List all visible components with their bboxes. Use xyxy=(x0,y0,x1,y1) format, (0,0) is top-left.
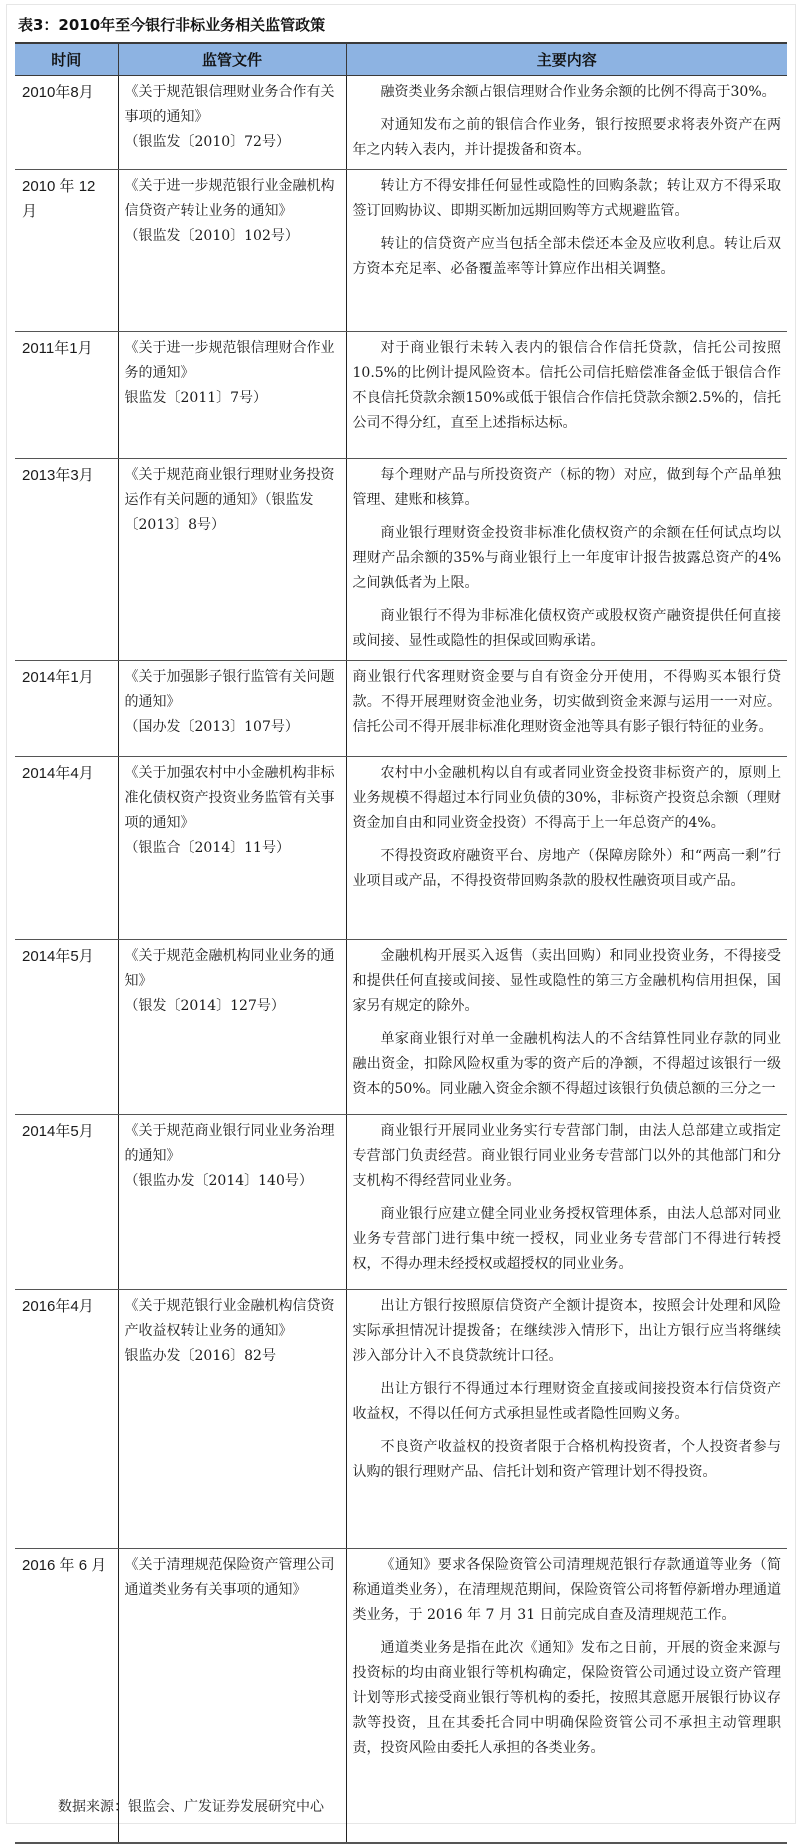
table-row xyxy=(15,459,787,661)
content-paragraph: 商业银行应建立健全同业业务授权管理体系，由法人总部对同业业务专营部门进行集中统一授权，同业业务专营部门不得进行转授权，不得办理未经授权或超授权的同业业务。 xyxy=(352,1206,781,1272)
cell-document xyxy=(118,661,346,757)
content-paragraph: 出让方银行按照原信贷资产全额计提资本，按照会计处理和风险实际承担情况计提拨备；在继续涉入情形下，出让方银行应当将继续涉入部分计入不良贷款统计口径。 xyxy=(352,1298,781,1364)
table-row xyxy=(15,170,787,332)
content-paragraph: 对通知发布之前的银信合作业务，银行按照要求将表外资产在两年之内转入表内，并计提拨备和资本。 xyxy=(352,117,781,158)
cell-content xyxy=(346,757,787,940)
cell-document xyxy=(118,1115,346,1290)
cell-time: 2016年4月 xyxy=(15,1290,118,1549)
cell-content xyxy=(346,76,787,170)
table-row xyxy=(15,1115,787,1290)
document-title: 《关于规范商业银行理财业务投资运作有关问题的通知》（银监发〔2013〕8号） xyxy=(124,467,335,533)
cell-content xyxy=(346,1549,787,1843)
cell-time: 2010年8月 xyxy=(15,76,118,170)
document-number: （国办发〔2013〕107号） xyxy=(124,719,299,735)
table-row xyxy=(15,757,787,940)
cell-content xyxy=(346,1290,787,1549)
table-row xyxy=(15,940,787,1115)
document-number: 银监办发〔2016〕82号 xyxy=(124,1348,276,1364)
column-header-content: 主要内容 xyxy=(346,43,787,76)
document-title: 《关于进一步规范银信理财合作业务的通知》 xyxy=(124,340,335,381)
content-paragraph: 转让的信贷资产应当包括全部未偿还本金及应收利息。转让后双方资本充足率、必备覆盖率等计算应作出相关调整。 xyxy=(352,236,781,277)
cell-time: 2014年1月 xyxy=(15,661,118,757)
cell-content xyxy=(346,661,787,757)
document-number: 银监发〔2011〕7号） xyxy=(124,390,268,406)
cell-content xyxy=(346,459,787,661)
document-title: 《关于规范商业银行同业业务治理的通知》 xyxy=(124,1123,335,1164)
content-paragraph: 农村中小金融机构以自有或者同业资金投资非标资产的，原则上业务规模不得超过本行同业负债的30%，非标资产投资总余额（理财资金加自由和同业资金投资）不得高于上一年总资产的4%。 xyxy=(352,765,781,831)
cell-content xyxy=(346,332,787,459)
cell-document xyxy=(118,940,346,1115)
content-paragraph: 商业银行理财资金投资非标准化债权资产的余额在任何试点均以理财产品余额的35%与商业银行上一年度审计报告披露总资产的4%之间孰低者为上限。 xyxy=(352,525,781,591)
document-number: （银监发〔2010〕102号） xyxy=(124,228,299,244)
document-title: 《关于规范银信理财业务合作有关事项的通知》 xyxy=(124,84,335,125)
cell-time: 2013年3月 xyxy=(15,459,118,661)
content-paragraph: 单家商业银行对单一金融机构法人的不含结算性同业存款的同业融出资金，扣除风险权重为零的资产后的净额，不得超过该银行一级资本的50%。同业融入资金余额不得超过该银行负债总额的三分之一 xyxy=(352,1031,781,1097)
content-paragraph: 对于商业银行未转入表内的银信合作信托贷款，信托公司按照10.5%的比例计提风险资本。信托公司信托赔偿准备金低于银信合作不良信托贷款余额150%或低于银信合作信托贷款余额2.5%的，信托公司不得分红，直至上述指标达标。 xyxy=(352,340,781,431)
content-paragraph: 通道类业务是指在此次《通知》发布之日前，开展的资金来源与投资标的均由商业银行等机构确定，保险资管公司通过设立资产管理计划等形式接受商业银行等机构的委托，按照其意愿开展银行协议存款等投资，且在其委托合同中明确保险资管公司不承担主动管理职责，投资风险由委托人承担的各类业务。 xyxy=(352,1640,781,1756)
cell-time: 2011年1月 xyxy=(15,332,118,459)
table-row xyxy=(15,332,787,459)
cell-time: 2014年5月 xyxy=(15,1115,118,1290)
document-title: 《关于规范金融机构同业业务的通知》 xyxy=(124,948,335,989)
document-number: （银监合〔2014〕11号） xyxy=(124,840,290,856)
content-paragraph: 融资类业务余额占银信理财合作业务余额的比例不得高于30%。 xyxy=(380,84,776,100)
cell-document xyxy=(118,1290,346,1549)
cell-time: 2010 年 12 月 xyxy=(15,170,118,332)
table-header-row xyxy=(15,43,787,76)
content-paragraph: 《通知》要求各保险资管公司清理规范银行存款通道等业务（简称通道类业务），在清理规范期间，保险资管公司将暂停新增办理通道类业务，于 2016 年 7 月 31 日前完成自查及清理规范工作。 xyxy=(352,1557,781,1623)
cell-content xyxy=(346,170,787,332)
table-title: 表3：2010年至今银行非标业务相关监管政策 xyxy=(18,16,326,34)
cell-time: 2016 年 6 月 xyxy=(15,1549,118,1843)
table-row xyxy=(15,76,787,170)
content-paragraph: 不良资产收益权的投资者限于合格机构投资者，个人投资者参与认购的银行理财产品、信托计划和资产管理计划不得投资。 xyxy=(352,1439,781,1480)
document-number: （银监发〔2010〕72号） xyxy=(124,134,290,150)
table-row xyxy=(15,1290,787,1549)
cell-content xyxy=(346,1115,787,1290)
content-paragraph: 出让方银行不得通过本行理财资金直接或间接投资本行信贷资产收益权，不得以任何方式承担显性或者隐性回购义务。 xyxy=(352,1381,781,1422)
column-header-time: 时间 xyxy=(15,43,118,76)
content-paragraph: 商业银行不得为非标准化债权资产或股权资产融资提供任何直接或间接、显性或隐性的担保或回购承诺。 xyxy=(352,608,781,649)
cell-content xyxy=(346,940,787,1115)
cell-document xyxy=(118,170,346,332)
data-source-note: 数据来源：银监会、广发证券发展研究中心 xyxy=(58,1799,324,1815)
content-paragraph: 商业银行代客理财资金要与自有资金分开使用，不得购买本银行贷款。不得开展理财资金池业务，切实做到资金来源与运用一一对应。信托公司不得开展非标准化理财资金池等具有影子银行特征的业务。 xyxy=(352,669,781,735)
table-row xyxy=(15,661,787,757)
document-number: （银发〔2014〕127号） xyxy=(124,998,285,1014)
document-title: 《关于加强农村中小金融机构非标准化债权资产投资业务监管有关事项的通知》 xyxy=(124,765,335,831)
document-title: 《关于规范银行业金融机构信贷资产收益权转让业务的通知》 xyxy=(124,1298,335,1339)
cell-document xyxy=(118,76,346,170)
document-title: 《关于加强影子银行监管有关问题的通知》 xyxy=(124,669,335,710)
content-paragraph: 不得投资政府融资平台、房地产（保障房除外）和“两高一剩”行业项目或产品，不得投资带回购条款的股权性融资项目或产品。 xyxy=(352,848,781,889)
regulation-policy-table xyxy=(15,42,787,1844)
document-title: 《关于清理规范保险资产管理公司通道类业务有关事项的通知》 xyxy=(124,1557,335,1598)
cell-time: 2014年4月 xyxy=(15,757,118,940)
column-header-document: 监管文件 xyxy=(118,43,346,76)
cell-time: 2014年5月 xyxy=(15,940,118,1115)
content-paragraph: 每个理财产品与所投资资产（标的物）对应，做到每个产品单独管理、建账和核算。 xyxy=(352,467,781,508)
document-title: 《关于进一步规范银行业金融机构信贷资产转让业务的通知》 xyxy=(124,178,335,219)
content-paragraph: 转让方不得安排任何显性或隐性的回购条款；转让双方不得采取签订回购协议、即期买断加远期回购等方式规避监管。 xyxy=(352,178,781,219)
document-number: （银监办发〔2014〕140号） xyxy=(124,1173,313,1189)
cell-document xyxy=(118,332,346,459)
cell-document xyxy=(118,757,346,940)
content-paragraph: 商业银行开展同业业务实行专营部门制，由法人总部建立或指定专营部门负责经营。商业银行同业业务专营部门以外的其他部门和分支机构不得经营同业业务。 xyxy=(352,1123,781,1189)
content-paragraph: 金融机构开展买入返售（卖出回购）和同业投资业务，不得接受和提供任何直接或间接、显性或隐性的第三方金融机构信用担保，国家另有规定的除外。 xyxy=(352,948,781,1014)
cell-document xyxy=(118,459,346,661)
